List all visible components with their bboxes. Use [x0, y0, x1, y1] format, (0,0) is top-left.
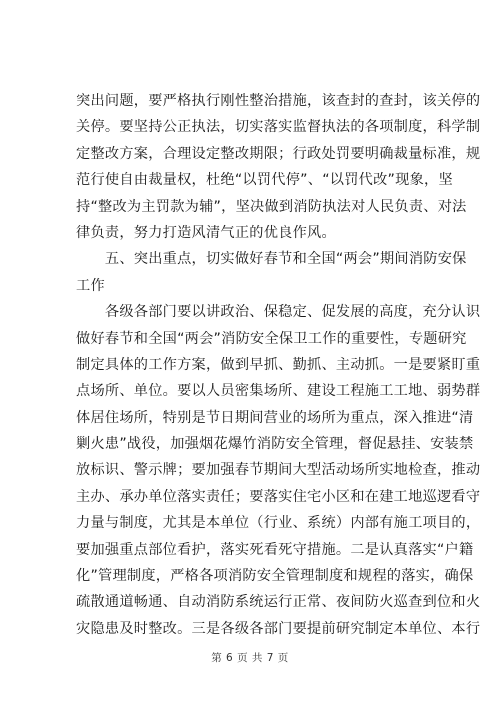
- text-line: 律负责，努力打造风清气正的优良作风。: [76, 224, 336, 241]
- text-line: 点场所、单位。要以人员密集场所、建设工程施工工地、弱势群: [76, 383, 481, 400]
- section-heading-continued: 工作: [76, 277, 105, 294]
- text-line: 放标识、警示牌；要加强春节期间大型活动场所实地检查，推动: [76, 462, 481, 479]
- document-body: [76, 88, 481, 642]
- text-line: 力量与制度，尤其是本单位（行业、系统）内部有施工项目的，: [76, 515, 481, 532]
- text-line: 做好春节和全国“两会”消防安全保卫工作的重要性，专题研究: [76, 330, 467, 347]
- text-line: 剿火患”战役，加强烟花爆竹消防安全管理，督促悬挂、安装禁: [76, 436, 474, 453]
- text-line: 持“整改为主罚款为辅”，坚决做到消防执法对人民负责、对法: [76, 198, 467, 215]
- text-line: 各级各部门要以讲政治、保稳定、促发展的高度，充分认识: [76, 304, 481, 321]
- text-line: 突出问题，要严格执行刚性整治措施，该查封的查封，该关停的: [76, 93, 481, 109]
- text-line: 定整改方案，合理设定整改期限；行政处罚要明确裁量标准，规: [76, 145, 481, 162]
- text-line: 主办、承办单位落实责任；要落实住宅小区和在建工地巡逻看守: [76, 488, 481, 505]
- text-line: 灾隐患及时整改。三是各级各部门要提前研究制定本单位、本行: [76, 620, 481, 637]
- text-line: 化”管理制度，严格各项消防安全管理制度和规程的落实，确保: [76, 568, 474, 585]
- text-line: 制定具体的工作方案，做到早抓、勤抓、主动抓。一是要紧盯重: [76, 356, 481, 373]
- page-number-footer: 第 6 页 共 7 页: [211, 652, 289, 664]
- text-line: 关停。要坚持公正执法，切实落实监督执法的各项制度，科学制: [76, 119, 481, 136]
- text-line: 体居住场所，特别是节日期间营业的场所为重点，深入推进“清: [76, 409, 474, 426]
- text-line: 要加强重点部位看护，落实死看死守措施。二是认真落实“户籍: [76, 541, 474, 558]
- text-line: 疏散通道畅通、自动消防系统运行正常、夜间防火巡查到位和火: [76, 594, 481, 611]
- section-heading: 五、突出重点，切实做好春节和全国“两会”期间消防安保: [76, 251, 467, 268]
- text-line: 范行使自由裁量权，杜绝“以罚代停”、“以罚代改”现象，坚: [76, 172, 453, 189]
